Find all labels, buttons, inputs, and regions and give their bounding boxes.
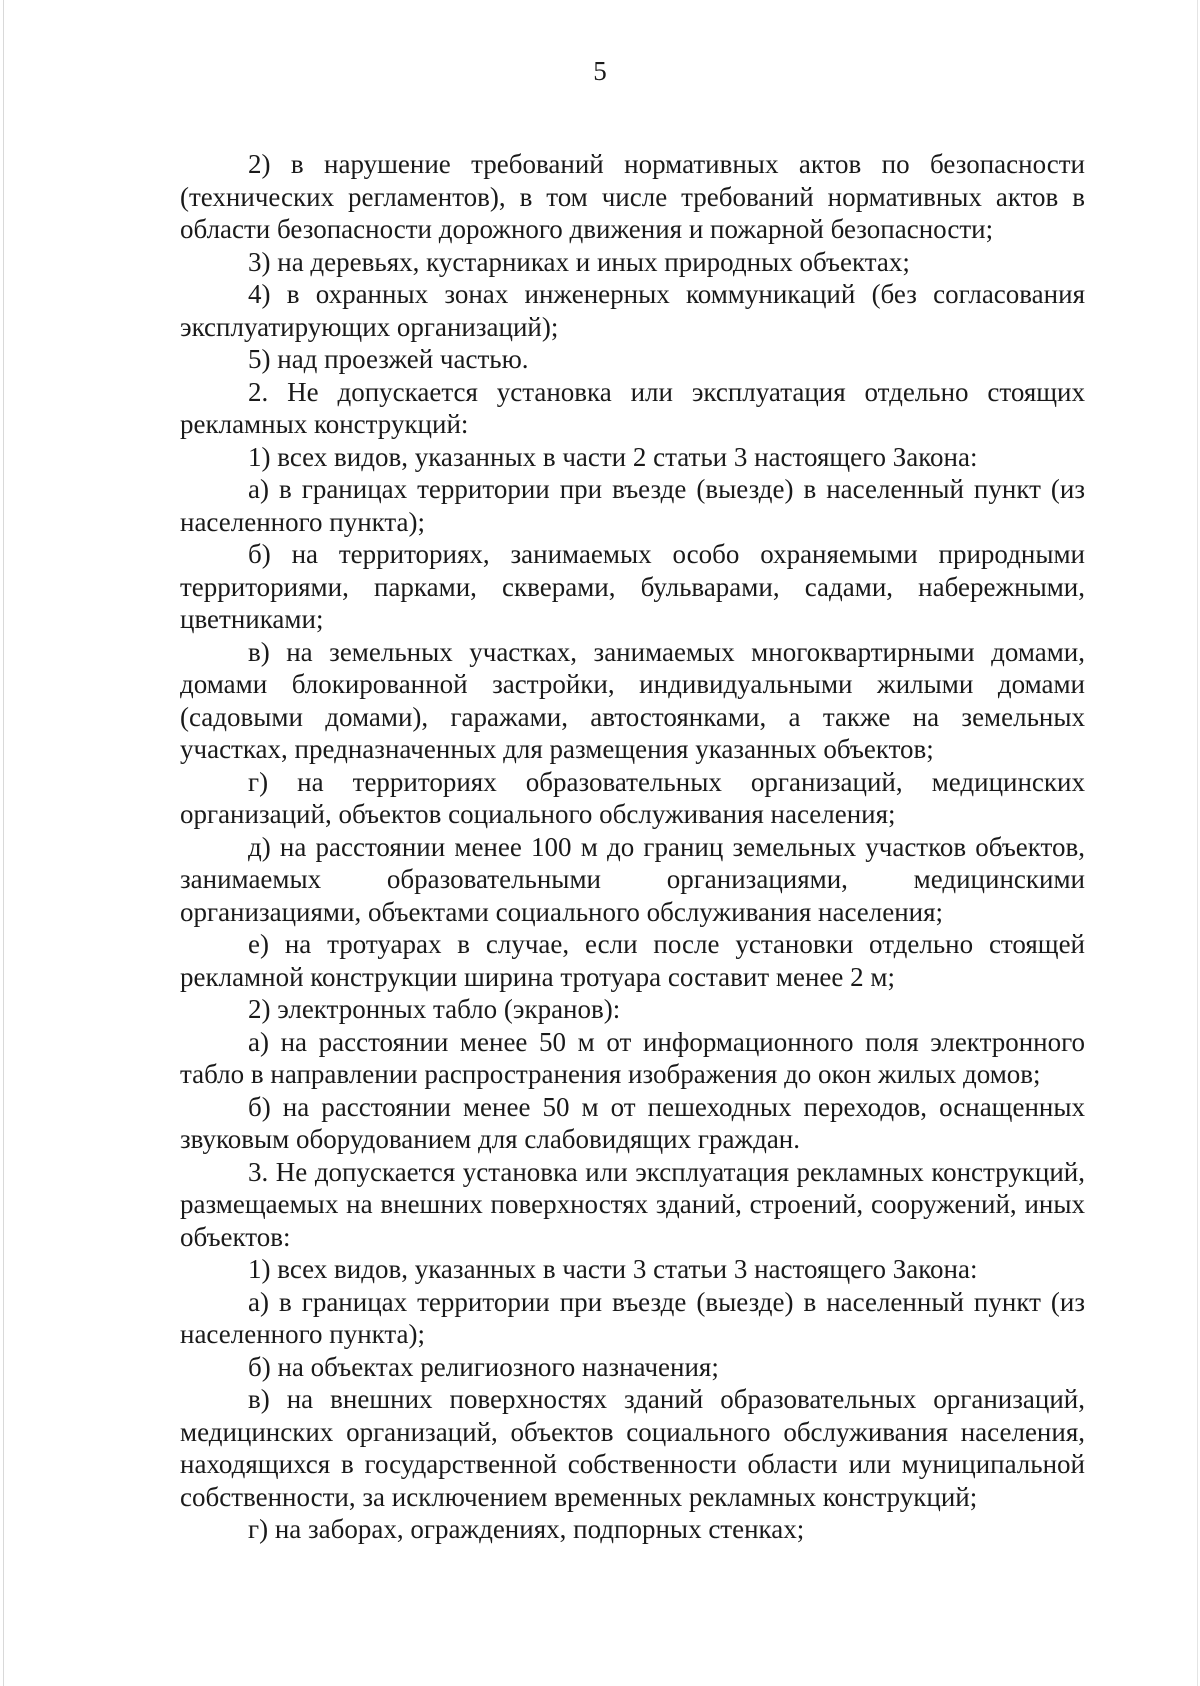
paragraph: а) в границах территории при въезде (выезде) в населенный пункт (из населенного пункта); [180, 1286, 1085, 1349]
paragraph: 4) в охранных зонах инженерных коммуникаций (без согласования эксплуатирующих организаций); [180, 279, 1085, 342]
scan-edge-right [1197, 0, 1198, 1686]
paragraph: г) на территориях образовательных организаций, медицинских организаций, объектов социального обслуживания населения; [180, 766, 1085, 829]
paragraph: б) на объектах религиозного назначения; [248, 1351, 719, 1382]
document-body [180, 148, 1085, 1546]
paragraph: б) на расстоянии менее 50 м от пешеходных переходов, оснащенных звуковым оборудованием для слабовидящих граждан. [180, 1091, 1085, 1154]
page-number: 5 [593, 56, 607, 86]
paragraph: а) в границах территории при въезде (выезде) в населенный пункт (из населенного пункта); [180, 474, 1085, 537]
paragraph: 2. Не допускается установка или эксплуатация отдельно стоящих рекламных конструкций: [180, 376, 1085, 439]
paragraph: д) на расстоянии менее 100 м до границ земельных участков объектов, занимаемых образовательными организациями, медицинскими организациями, объектами социального обслуживания населения; [180, 831, 1085, 927]
paragraph: 3) на деревьях, кустарниках и иных природных объектах; [248, 246, 910, 277]
scan-edge-left [3, 0, 4, 1686]
paragraph: 1) всех видов, указанных в части 3 статьи 3 настоящего Закона: [248, 1254, 978, 1284]
paragraph: в) на внешних поверхностях зданий образовательных организаций, медицинских организаций, объектов социального обслуживания населения, находящихся в государственной собственности области или муниципальной собственности, за исключением временных рекламных конструкций; [180, 1384, 1085, 1512]
paragraph: г) на заборах, ограждениях, подпорных стенках; [248, 1514, 805, 1544]
paragraph: 2) в нарушение требований нормативных актов по безопасности (технических регламентов), в том числе требований нормативных актов в области безопасности дорожного движения и пожарной безопасности; [180, 149, 1085, 244]
paragraph: 3. Не допускается установка или эксплуатация рекламных конструкций, размещаемых на внешних поверхностях зданий, строений, сооружений, иных объектов: [180, 1156, 1085, 1252]
paragraph: а) на расстоянии менее 50 м от информационного поля электронного табло в направлении распространения изображения до окон жилых домов; [180, 1026, 1085, 1089]
paragraph: 2) электронных табло (экранов): [248, 994, 621, 1024]
paragraph: 1) всех видов, указанных в части 2 статьи 3 настоящего Закона: [248, 441, 978, 472]
paragraph: в) на земельных участках, занимаемых многоквартирными домами, домами блокированной застройки, индивидуальными жилыми домами (садовыми домами), гаражами, автостоянками, а также на земельных участках, предназначенных для размещения указанных объектов; [180, 636, 1085, 764]
paragraph: 5) над проезжей частью. [248, 344, 529, 374]
paragraph: б) на территориях, занимаемых особо охраняемыми природными территориями, парками, скверами, бульварами, садами, набережными, цветниками; [180, 539, 1085, 634]
paragraph: е) на тротуарах в случае, если после установки отдельно стоящей рекламной конструкции ширина тротуара составит менее 2 м; [180, 929, 1085, 992]
